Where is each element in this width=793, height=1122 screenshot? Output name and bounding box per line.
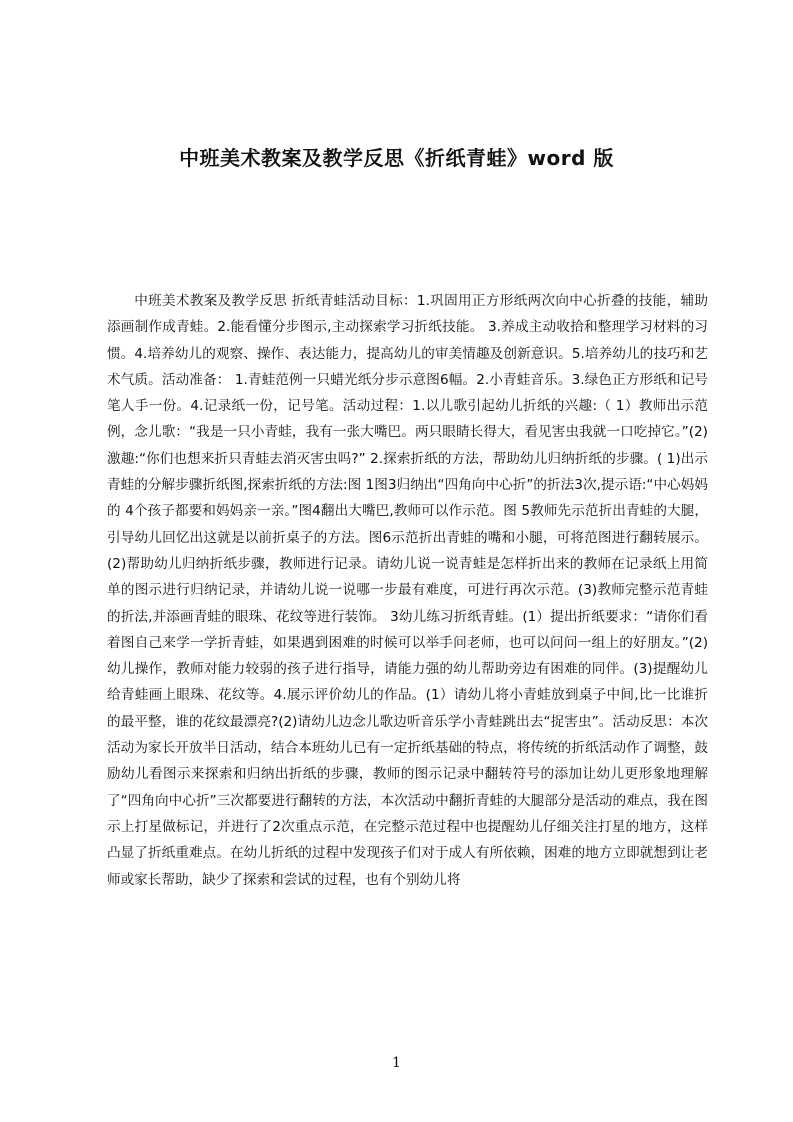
document-body-paragraph: 中班美术教案及教学反思 折纸青蛙活动目标：1.巩固用正方形纸两次向中心折叠的技能，辅助添画制作成青蛙。2.能看懂分步图示,主动探索学习折纸技能。 3.养成主动收拾和整理学习材料的习惯。4.培养幼儿的观察、操作、表达能力，提高幼儿的审美情趣及创新意识。5.培养幼儿的技巧和艺术气质。活动准备： 1.青蛙范例一只蜡光纸分步示意图6幅。2.小青蛙音乐。3.绿色正方形纸和记号笔人手一份。4.记录纸一份，记号笔。活动过程：1.以儿歌引起幼儿折纸的兴趣:（ 1）教师出示范例，念儿歌：“我是一只小青蛙，我有一张大嘴巴。两只眼睛长得大，看见害虫我就一口吃掉它。”(2)激趣:“你们也想来折只青蛙去消灭害虫吗?” 2.探索折纸的方法，帮助幼儿归纳折纸的步骤。( 1)出示青蛙的分解步骤折纸图,探索折纸的方法:图 1图3归纳出“四角向中心折”的折法3次,提示语:“中心妈妈的 4个孩子都要和妈妈亲一亲。”图4翻出大嘴巴,教师可以作示范。图 5教师先示范折出青蛙的大腿，引导幼儿回忆出这就是以前折桌子的方法。图6示范折出青蛙的嘴和小腿，可将范图进行翻转展示。(2)帮助幼儿归纳折纸步骤，教师进行记录。请幼儿说一说青蛙是怎样折出来的教师在记录纸上用简单的图示进行归纳记录，并请幼儿说一说哪一步最有难度，可进行再次示范。(3)教师完整示范青蛙的折法,并添画青蛙的眼珠、花纹等进行装饰。 3幼儿练习折纸青蛙。(1）提出折纸要求：“请你们看着图自己来学一学折青蛙，如果遇到困难的时候可以举手问老师，也可以问问一组上的好朋友。”(2)幼儿操作，教师对能力较弱的孩子进行指导，请能力强的幼儿帮助旁边有困难的同伴。(3)提醒幼儿给青蛙画上眼珠、花纹等。4.展示评价幼儿的作品。(1）请幼儿将小青蛙放到桌子中间,比一比谁折的最平整，谁的花纹最漂亮?(2)请幼儿边念儿歌边听音乐学小青蛙跳出去“捉害虫”。活动反思：本次活动为家长开放半日活动，结合本班幼儿已有一定折纸基础的特点，将传统的折纸活动作了调整，鼓励幼儿看图示来探索和归纳出折纸的步骤，教师的图示记录中翻转符号的添加让幼儿更形象地理解了“四角向中心折”三次都要进行翻转的方法，本次活动中翻折青蛙的大腿部分是活动的难点，我在图示上打星做标记，并进行了2次重点示范，在完整示范过程中也提醒幼儿仔细关注打星的地方，这样凸显了折纸重难点。在幼儿折纸的过程中发现孩子们对于成人有所依赖，困难的地方立即就想到让老师或家长帮助，缺少了探索和尝试的过程，也有个别幼儿将 [107,293,708,888]
page-number: 1 [392,1055,401,1071]
document-title: 中班美术教案及教学反思《折纸青蛙》word 版 [179,146,614,170]
